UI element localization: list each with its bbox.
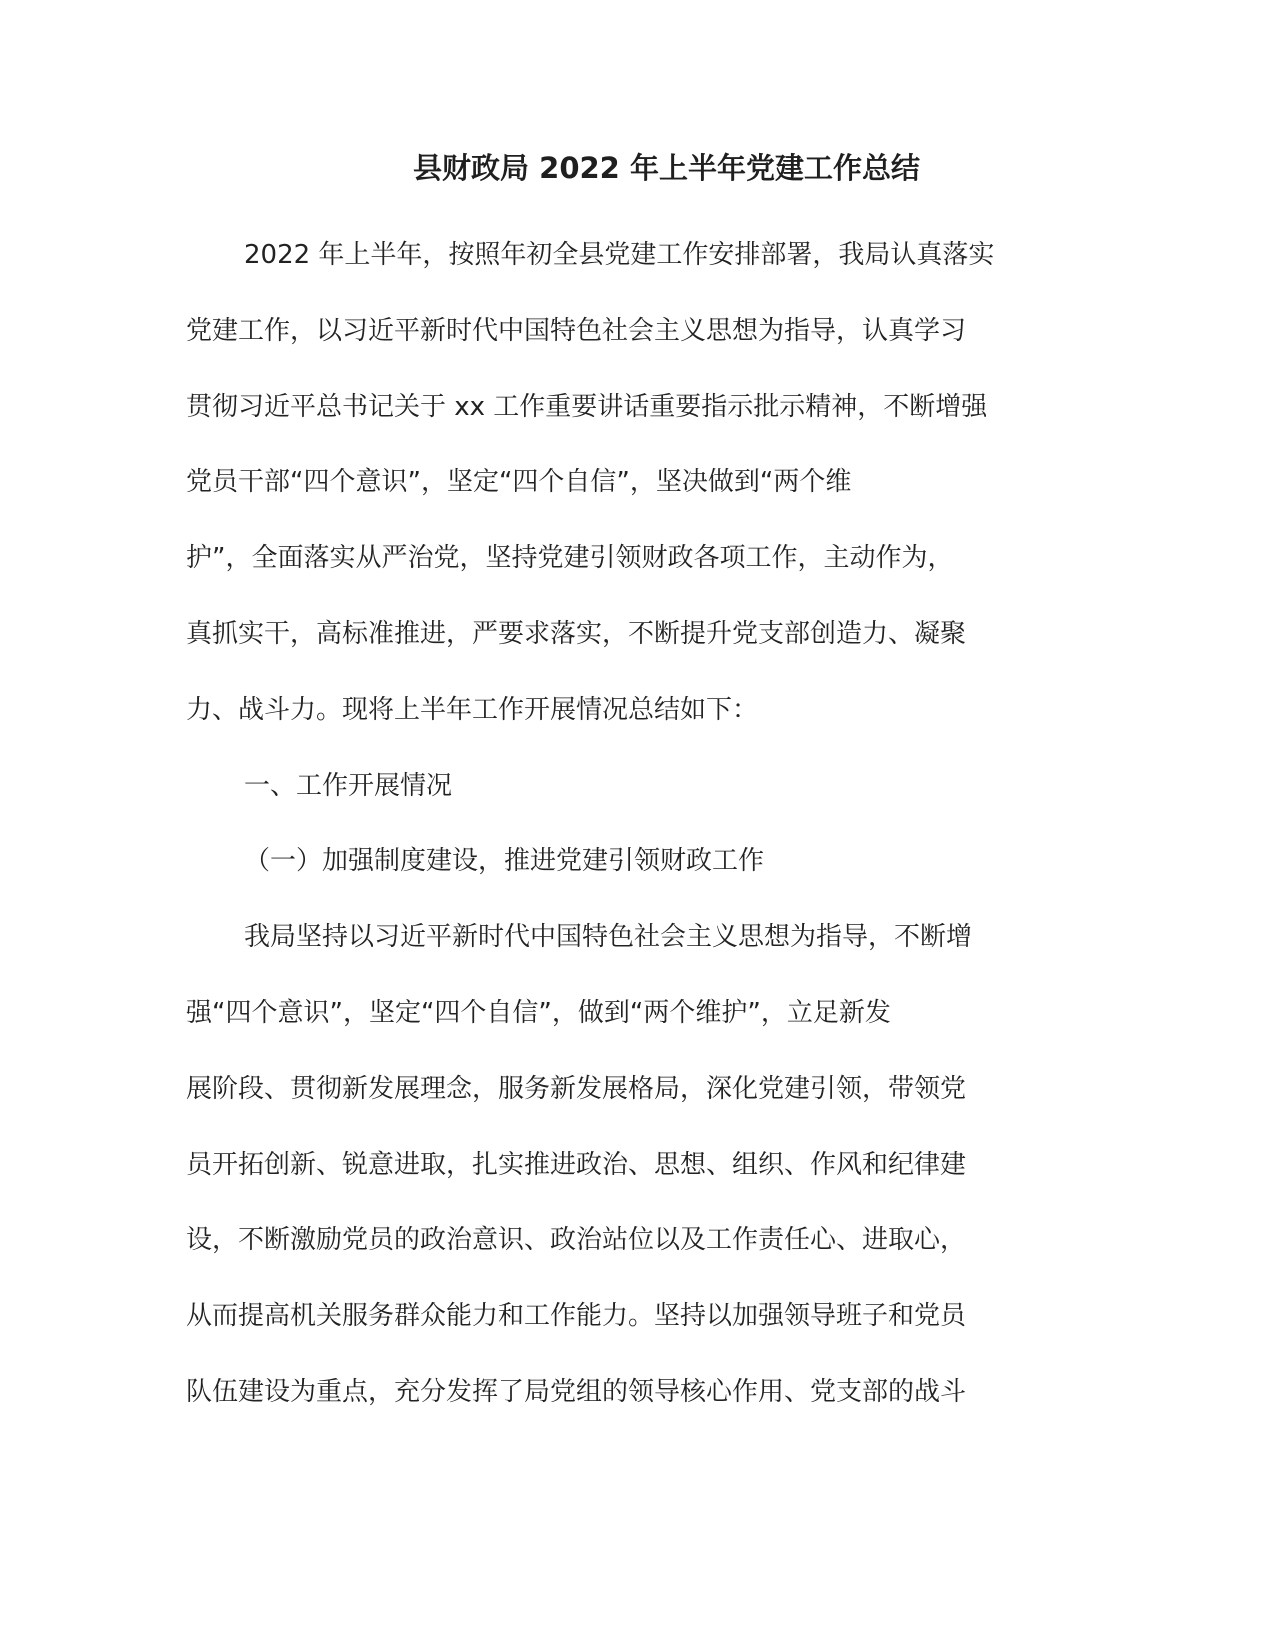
paragraph-line: 从而提高机关服务群众能力和工作能力。坚持以加强领导班子和党员 bbox=[186, 1301, 967, 1331]
paragraph-line: 设，不断激励党员的政治意识、政治站位以及工作责任心、进取心， bbox=[186, 1225, 967, 1255]
paragraph-line: 力、战斗力。现将上半年工作开展情况总结如下： bbox=[186, 695, 759, 725]
paragraph-line: 党建工作，以习近平新时代中国特色社会主义思想为指导，认真学习 bbox=[186, 316, 967, 346]
paragraph-line: 护”，全面落实从严治党，坚持党建引领财政各项工作，主动作为， bbox=[186, 543, 954, 573]
paragraph-line: 队伍建设为重点，充分发挥了局党组的领导核心作用、党支部的战斗 bbox=[186, 1377, 967, 1407]
section-heading: 一、工作开展情况 bbox=[244, 771, 453, 801]
paragraph-line: 展阶段、贯彻新发展理念，服务新发展格局，深化党建引领，带领党 bbox=[186, 1074, 967, 1104]
document-title: 县财政局 2022 年上半年党建工作总结 bbox=[413, 151, 920, 185]
paragraph-line: 强“四个意识”，坚定“四个自信”，做到“两个维护”，立足新发 bbox=[186, 998, 891, 1028]
paragraph-line: 党员干部“四个意识”，坚定“四个自信”，坚决做到“两个维 bbox=[186, 467, 852, 497]
paragraph-line: 2022 年上半年，按照年初全县党建工作安排部署，我局认真落实 bbox=[244, 240, 995, 270]
subsection-heading: （一）加强制度建设，推进党建引领财政工作 bbox=[244, 846, 765, 876]
paragraph-line: 员开拓创新、锐意进取，扎实推进政治、思想、组织、作风和纪律建 bbox=[186, 1150, 967, 1180]
paragraph-line: 贯彻习近平总书记关于 xx 工作重要讲话重要指示批示精神，不断增强 bbox=[186, 392, 988, 422]
paragraph-line: 真抓实干，高标准推进，严要求落实，不断提升党支部创造力、凝聚 bbox=[186, 619, 967, 649]
paragraph-line: 我局坚持以习近平新时代中国特色社会主义思想为指导，不断增 bbox=[244, 922, 973, 952]
